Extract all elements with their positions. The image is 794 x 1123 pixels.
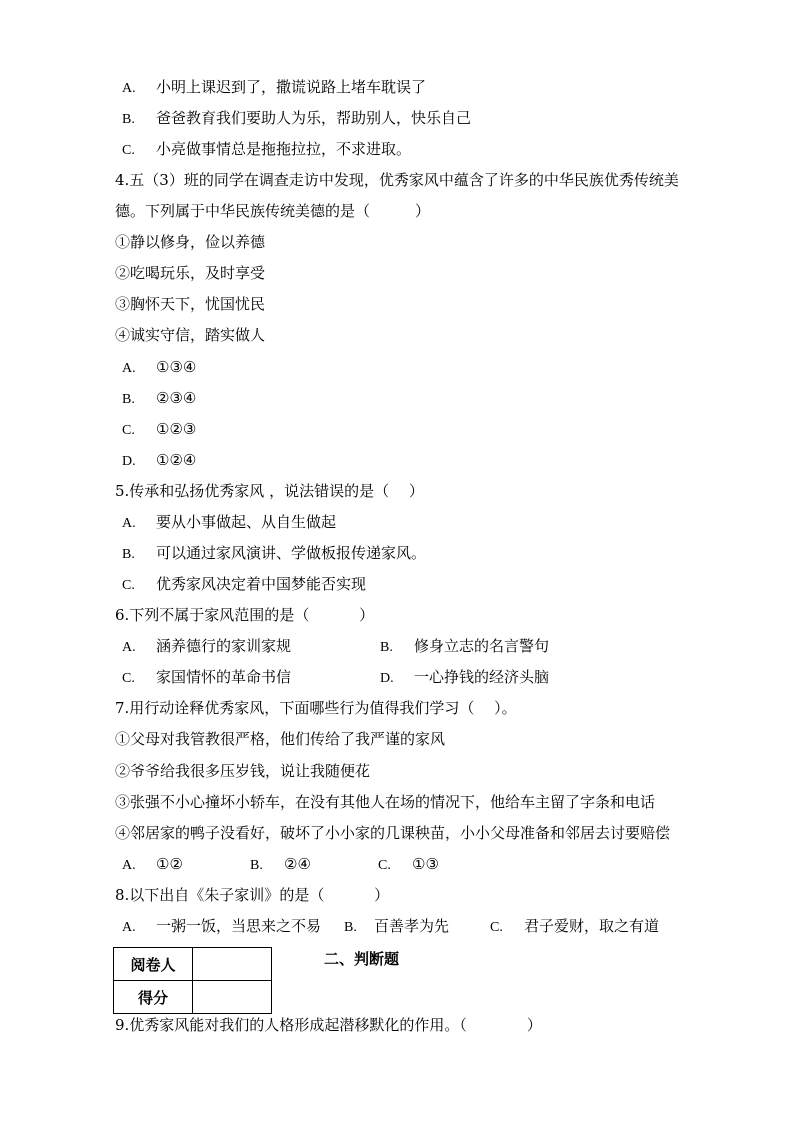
q7-options-row — [122, 853, 439, 877]
q5-option-c: C. 优秀家风决定着中国梦能否实现 — [122, 575, 367, 593]
q3-option-a: A. 小明上课迟到了，撒谎说路上堵车耽误了 — [122, 78, 427, 96]
q7-item-2: ②爷爷给我很多压岁钱，说让我随便花 — [115, 762, 371, 780]
q8-option-a: A. 一粥一饭，当思来之不易 — [122, 917, 322, 935]
q6-options-row1: A. 涵养德行的家训家规 B. 修身立志的名言警句 — [122, 635, 291, 659]
q8-options-row — [122, 915, 659, 939]
reviewer-label: 阅卷人 — [114, 948, 193, 981]
q7-item-1: ①父母对我管教很严格，他们传给了我严谨的家风 — [115, 730, 446, 748]
q6-options-row2: C. 家国情怀的革命书信 D. 一心挣钱的经济头脑 — [122, 666, 291, 690]
q5-option-b: B. 可以通过家风演讲、学做板报传递家风。 — [122, 544, 427, 562]
q6-option-b: B. 修身立志的名言警句 — [380, 637, 550, 655]
q3-option-c: C. 小亮做事情总是拖拖拉拉，不求进取。 — [122, 140, 412, 158]
q3-option-b: B. 爸爸教育我们要助人为乐，帮助别人，快乐自己 — [122, 109, 472, 127]
reviewer-field[interactable] — [193, 948, 272, 981]
q6-option-d: D. 一心挣钱的经济头脑 — [380, 668, 550, 686]
q6-stem: 6.下列不属于家风范围的是（ ） — [115, 606, 375, 624]
q4-item-4: ④诚实守信，踏实做人 — [115, 326, 266, 344]
q8-stem: 8.以下出自《朱子家训》的是（ ） — [115, 886, 390, 904]
q4-stem-line2: 德。下列属于中华民族传统美德的是（ ） — [115, 202, 431, 220]
q9-stem: 9.优秀家风能对我们的人格形成起潜移默化的作用。（ ） — [115, 1016, 542, 1034]
q4-item-3: ③胸怀天下，忧国忧民 — [115, 295, 266, 313]
q4-option-a: A. ①③④ — [122, 358, 197, 376]
score-field[interactable] — [193, 981, 272, 1014]
q5-stem: 5.传承和弘扬优秀家风 ，说法错误的是（ ） — [115, 482, 424, 500]
q4-option-d: D. ①②④ — [122, 451, 197, 469]
score-table — [113, 947, 272, 1014]
q7-stem: 7.用行动诠释优秀家风，下面哪些行为值得我们学习（ ）。 — [115, 699, 517, 717]
q7-item-4: ④邻居家的鸭子没看好，破坏了小小家的几课秧苗，小小父母准备和邻居去讨要赔偿 — [115, 824, 671, 842]
q4-item-1: ①静以修身，俭以养德 — [115, 233, 266, 251]
score-label: 得分 — [114, 981, 193, 1014]
q5-option-a: A. 要从小事做起、从自生做起 — [122, 513, 337, 531]
q7-item-3: ③张强不小心撞坏小轿车，在没有其他人在场的情况下，他给车主留了字条和电话 — [115, 793, 656, 811]
q8-option-b: B. 百善孝为先 — [344, 917, 450, 935]
q7-option-b: B. ②④ — [250, 855, 311, 873]
q4-option-b: B. ②③④ — [122, 389, 197, 407]
q4-item-2: ②吃喝玩乐，及时享受 — [115, 264, 266, 282]
q7-option-c: C. ①③ — [378, 855, 439, 873]
q8-option-c: C. 君子爱财，取之有道 — [490, 917, 660, 935]
q4-stem-line1: 4.五（3）班的同学在调查走访中发现，优秀家风中蕴含了许多的中华民族优秀传统美 — [115, 171, 679, 189]
q4-option-c: C. ①②③ — [122, 420, 197, 438]
q7-option-a: A. ①② — [122, 855, 183, 873]
section-title: 二、判断题 — [324, 950, 400, 968]
